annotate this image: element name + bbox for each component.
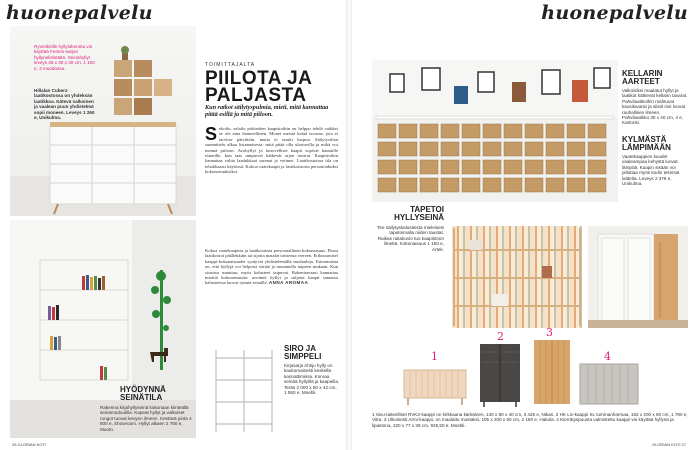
section-header-left: huonepalvelu [6,2,153,24]
hyodynna-text: Rakenna kirjahyllyseinä kokonaan kiinteällä seinämoduulilla. Kapeat hyllyt ja valkoiset rungot tuovat kevyen ilmeen. Kestävä pinta 4 600 e, Showroom. Hyllyt alkaen 2 780 e, Muoto. [100,405,192,432]
article-body-2: Kokoa vaatekaapista ja laatikostosta persoonallinen kokonaisuus. Pinoa laatikostot päällekkäin tai sijoita matalat toistensa viereen. Eriksuuruiset kaappi-kokonaisuudet syntyvät yhdistelemällä moduuleja. Erinomaista on, että hyllyjä voi helposti siirtää ja muunnella tarpeen mukaan. Kun sisustus muuttuu, myös kalusteet taipuvat. Rakentaessasi kannattaa miettiä kokonaisuutta: avoimet hyllyt ja suljetut kaapit samassa kalusteessa luovat rytmiä seinälle. ANNA AROMAA [205,248,338,286]
kylma-text: Vaatekaappien kuudet vaaleampaa kehystä luovat lämpöä. Kaapin sisään voi piilottaa myös kodin teknisiä laitteita. Leveys 2 378 e, Unikulma. [622,154,680,187]
kellarin-text: Valkoisiksi maalatut hyllyt ja laatikot kätkevät kellarin tavarat. Pahvilaatikoihin mahtuvat kausitavarat ja siistit rivit luovat rauhallisen ilmeen. Pahvilaatikko 30 x 40 cm, 4 e, Kartonki. [622,88,688,126]
tapetoi-text: Tee säilytyskalusteista mieleisesi tapetoimalla niiden taustat. Raikas raitakuvio tuo kaapistoon ilmettä. Kokonaisuus 1 150 e, Artek. [377,225,444,252]
kellarin-title: KELLARIN AARTEET [622,69,663,87]
bottom-caption: 1 Sivu-taiteelliset RVK2-kaappi on kirkkaana kärkäinen, 140 x 80 x 40 cm, 3 425 e, Nikari. 2 HK Liv-kaappi XL tummanharmaa, 162 x 200 x 60 cm, 1 780 e, Vitra. 3 Ulkoisesti Armi-kaappi, on maalattu mustaksi, 105 x 200 x 60 cm, 2 160 e, Hakola. 4 Kierrätyspuusta valmistettu kaappi voi käyttää hyllynä ja lipastona, 220 x 77 x 39 cm, 935,50 e, Moebli. [372,412,688,428]
article-body-1: Sekoilu, selailu pöitteiden kaapistoihin on helppo tehdä vaikkei se ole aina ihanteellinen. Monet meistä kerää tavaraa, jota ei tarvitse päivittäin, mutta ei raaski luopua. Säilytystilan suunnittelu alkaa listaamisesta: mitä pitää olla ulottuvilla ja mikä voi mennä piiloon. Avohyllyt ja lasiovelliset kaapit sopivat kauniille esineille, kun taas umpiovet kätkevät arjen tavarat. Kaapistoihin kannattaa valita laadukkaat saranat ja vetimet. Laatikostoissa tila on tehokkaasti käytössä. Kokoa vaatekaapit ja lastikoistosta personoiduiksi kokonaisuuksiksi. [205,126,338,175]
product-1-cabinet [402,368,468,406]
article-lead: Kun ratkot säilytyspulmia, mieti, mitä kannattaa pitää esillä ja mitä piiloon. [205,104,329,118]
product-2-cabinet [478,342,522,408]
page-fold [346,0,352,450]
article-kicker: TOIMITTAJALTA [205,62,256,68]
product-3-cabinet [532,338,572,408]
photo-wardrobe [588,226,688,328]
tapetoi-title: TAPETOI HYLLYSEINÄ [394,205,444,223]
product-number-4: 4 [604,350,611,363]
folio-right: GLORIAN KOTI 27 [651,442,686,447]
hyodynna-title: HYÖDYNNÄ SEINÄTILA [120,385,166,403]
folio-left: 26 GLORIAN KOTI [12,442,47,447]
photo-striped-shelf [452,226,582,328]
photo-metal-shelf [208,348,280,434]
photo-cellar-boxes [372,60,618,202]
product-number-1: 1 [431,350,438,363]
product-4-cabinet [578,362,640,408]
kylma-title: KYLMÄSTÄ LÄMPIMÄÄN [622,135,671,153]
caption-pink: Ryvetiköille hyllylokeroita voi käyttää Femes-sarjan hyllyneliöistään. Seinähyllyt leveys 45 x 30 x 30 cm, 1 100 e, 3 muodossa. [34,44,95,71]
caption-cuberz: Hillalan Cuberz-laatikostossa on yhdeksän laatikkoa. Kätevä valkoinen ja vaalean puun yhdistelmä sopii moneen. Leveys 1 260 e, Unikulma. [34,88,95,121]
section-header-right: huonepalvelu [541,2,688,24]
product-number-2: 2 [497,330,504,343]
siro-text: Kirjasarja Ahtiju hylly on kaukomaisesti keskellä kannattimissa. Korvaa seinää hyllyillä ja kaapeilla. Teräs 2 000 x 50 x 42 cm, 1 550 e, Moebli. [284,363,340,396]
siro-title: SIRO JA SIMPPELI [284,344,322,362]
article-title: PIILOTA JA PALJASTA [205,68,313,106]
product-number-3: 3 [546,326,553,339]
